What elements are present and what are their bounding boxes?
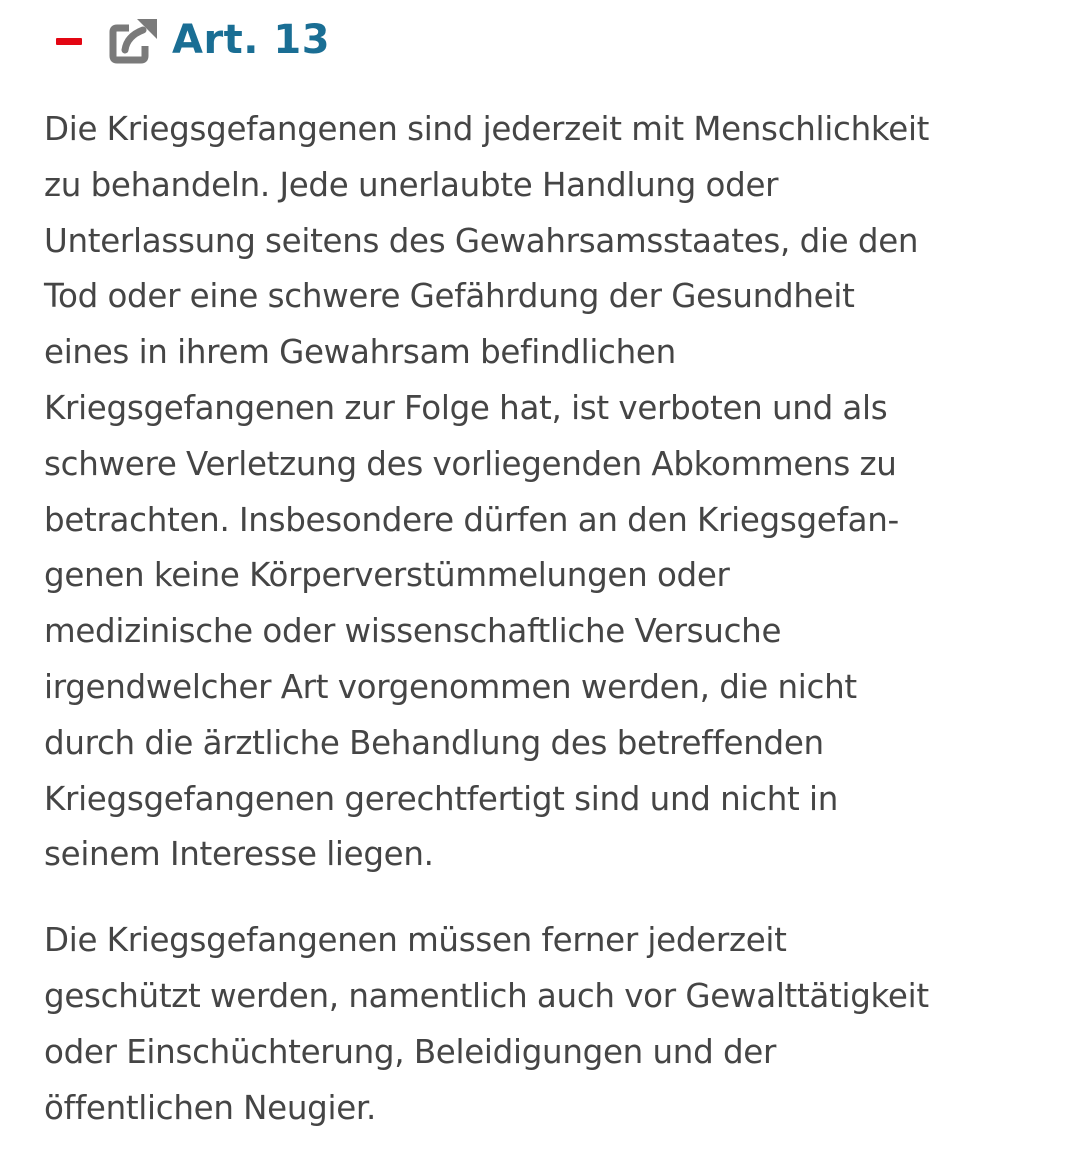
- text-line: seinem Interesse liegen.: [44, 835, 434, 874]
- text-line: Kriegsgefangenen zur Folge hat, ist verboten und als: [44, 388, 888, 427]
- text-line: Die Kriegsgefangenen sind jederzeit mit Menschlichkeit: [44, 110, 930, 148]
- article-title: Art. 13: [172, 17, 331, 63]
- text-line: durch die ärztliche Behandlung des betreffenden: [44, 723, 824, 762]
- text-line: Tod oder eine schwere Gefährdung der Gesundheit: [44, 277, 855, 316]
- article-header: [44, 0, 1036, 80]
- article-body: [44, 80, 1034, 1136]
- text-line: Kriegsgefangenen gerechtfertigt sind und nicht in: [44, 779, 839, 818]
- text-line: geschützt werden, namentlich auch vor Gewalttätigkeit: [44, 976, 929, 1015]
- collapse-toggle-button[interactable]: [54, 26, 84, 56]
- text-line: genen keine Körperverstümmelungen oder: [44, 556, 730, 595]
- text-line: Die Kriegsgefangenen müssen ferner jederzeit: [44, 921, 787, 960]
- text-line: betrachten. Insbesondere dürfen an den Kriegsgefan-: [44, 500, 899, 539]
- text-line: medizinische oder wissenschaftliche Versuche: [44, 612, 782, 651]
- paragraph-2: [44, 913, 1034, 1136]
- external-link-button[interactable]: [106, 13, 160, 67]
- text-line: irgendwelcher Art vorgenommen werden, die nicht: [44, 667, 857, 706]
- minus-icon: [56, 38, 82, 45]
- text-line: schwere Verletzung des vorliegenden Abkommens zu: [44, 444, 897, 483]
- paragraph-1: [44, 102, 1034, 883]
- external-link-icon: [107, 14, 159, 66]
- text-line: oder Einschüchterung, Beleidigungen und der: [44, 1032, 777, 1071]
- text-line: zu behandeln. Jede unerlaubte Handlung oder: [44, 165, 779, 204]
- text-line: öffentlichen Neugier.: [44, 1088, 377, 1127]
- text-line: Unterlassung seitens des Gewahrsamsstaates, die den: [44, 221, 919, 260]
- text-line: eines in ihrem Gewahrsam befindlichen: [44, 333, 676, 372]
